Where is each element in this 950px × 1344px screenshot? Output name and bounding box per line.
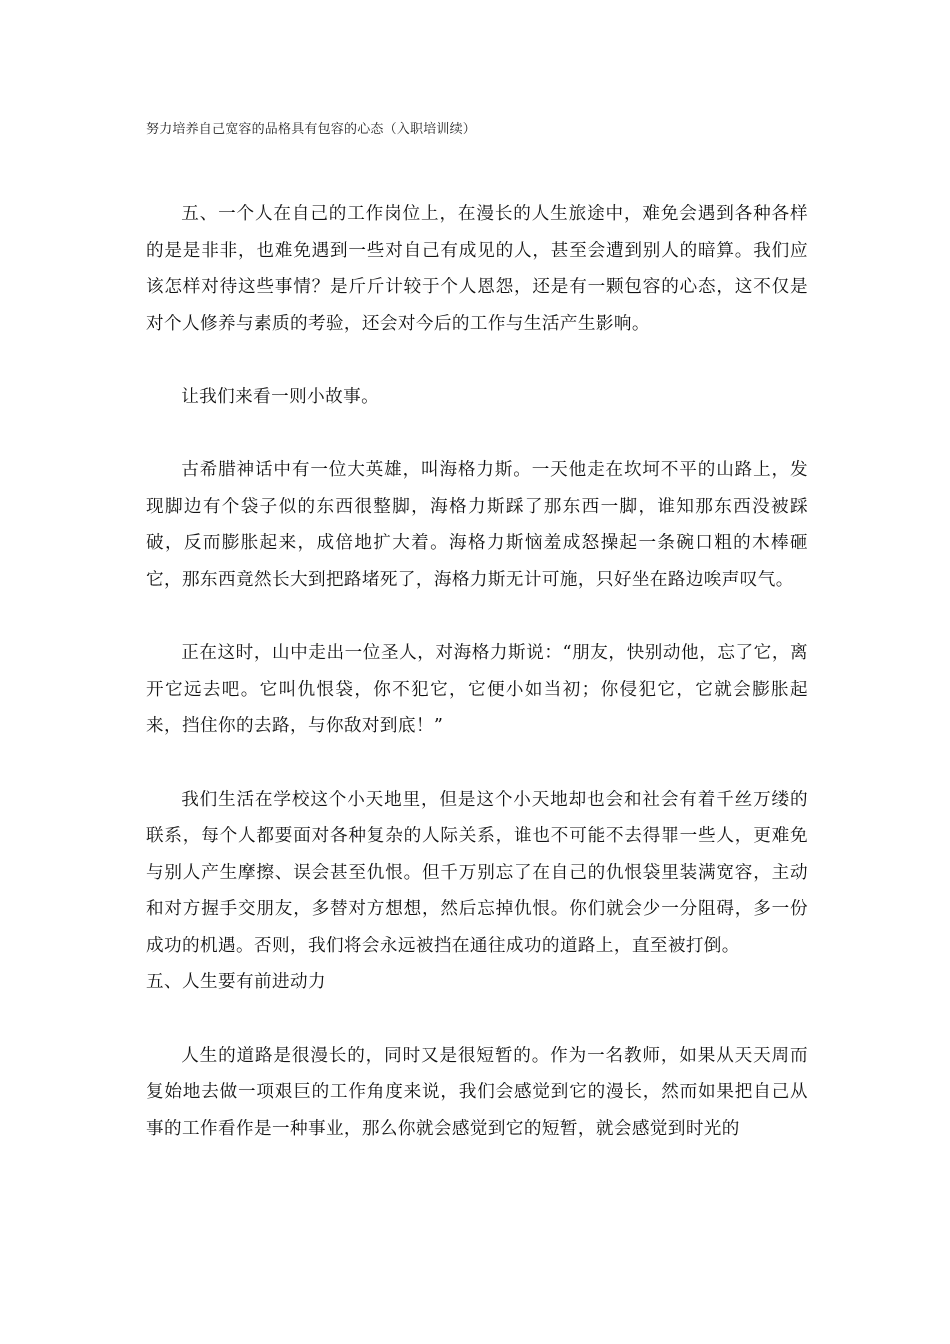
- page-header: 努力培养自己宽容的品格具有包容的心态（入职培训续）: [146, 122, 477, 137]
- paragraph-final: 人生的道路是很漫长的，同时又是很短暂的。作为一名教师，如果从天天周而复始地去做一项艰巨的工作角度来说，我们会感觉到它的漫长，然而如果把自己从事的工作看作是一种事业，那么你就会感觉到它的短暂，就会感觉到时光的: [146, 1045, 808, 1139]
- paragraph-intro: 五、一个人在自己的工作岗位上，在漫长的人生旅途中，难免会遇到各种各样的是是非非，也难免遇到一些对自己有成见的人，甚至会遭到别人的暗算。我们应该怎样对待这些事情？是斤斤计较于个人恩怨，还是有一颗包容的心态，这不仅是对个人修养与素质的考验，还会对今后的工作与生活产生影响。: [146, 204, 808, 334]
- paragraph-story: 古希腊神话中有一位大英雄，叫海格力斯。一天他走在坎坷不平的山路上，发现脚边有个袋子似的东西很整脚，海格力斯踩了那东西一脚，谁知那东西没被踩破，反而膨胀起来，成倍地扩大着。海格力斯恼羞成怒操起一条碗口粗的木棒砸它，那东西竟然长大到把路堵死了，海格力斯无计可施，只好坐在路边唉声叹气。: [146, 460, 808, 590]
- section-heading: 五、人生要有前进动力: [146, 972, 326, 993]
- paragraph-story-lead: 让我们来看一则小故事。: [181, 386, 380, 407]
- paragraph-reflection: 我们生活在学校这个小天地里，但是这个小天地却也会和社会有着千丝万缕的联系，每个人都要面对各种复杂的人际关系，谁也不可能不去得罪一些人，更难免与别人产生摩擦、误会甚至仇恨。但千万别忘了在自己的仇恨袋里装满宽容，主动和对方握手交朋友，多替对方想想，然后忘掉仇恨。你们就会少一分阻碍，多一份成功的机遇。否则，我们将会永远被挡在通往成功的道路上，直至被打倒。: [146, 789, 808, 956]
- document-body: [146, 196, 808, 1147]
- paragraph-sage-quote: 正在这时，山中走出一位圣人，对海格力斯说：“朋友，快别动他，忘了它，离开它远去吧。它叫仇恨袋，你不犯它，它便小如当初；你侵犯它，它就会膨胀起来，挡住你的去路，与你敌对到底！”: [146, 643, 808, 737]
